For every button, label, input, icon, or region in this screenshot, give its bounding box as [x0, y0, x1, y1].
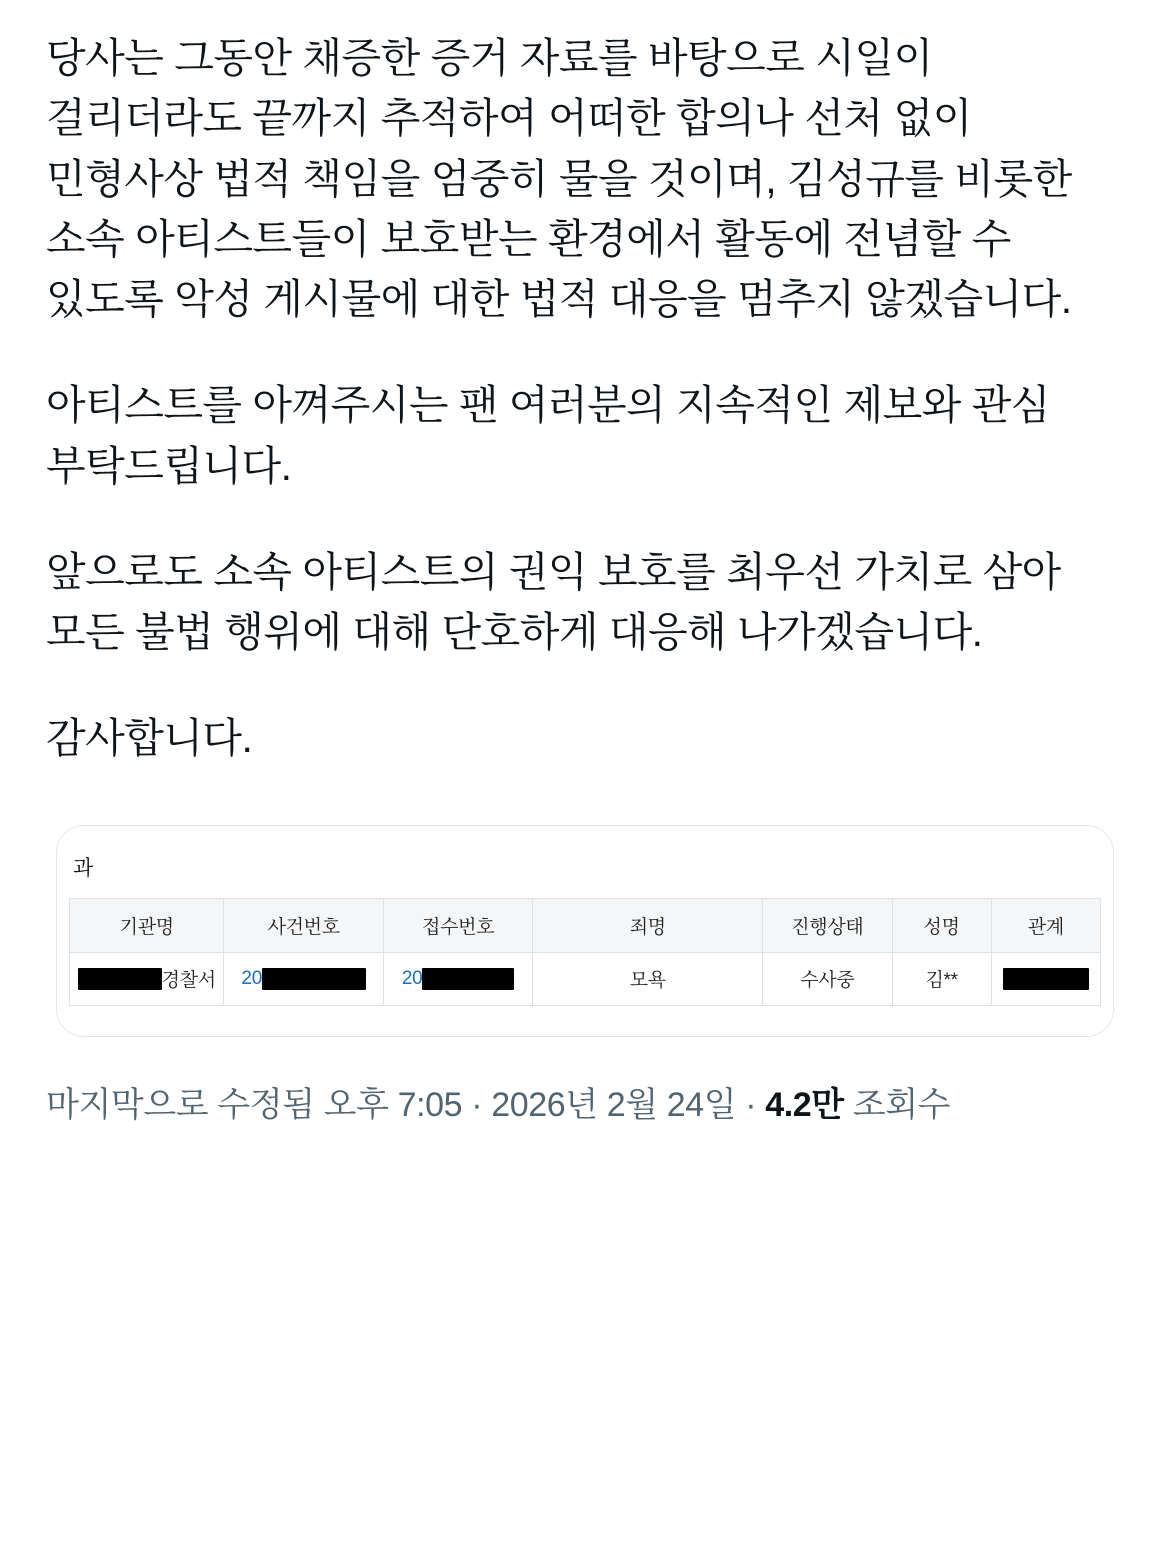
redaction-bar-receipt-number [422, 968, 514, 990]
cell-receipt-number [383, 952, 532, 1005]
post-paragraph-2: 아티스트를 아껴주시는 팬 여러분의 지속적인 제보와 관심 부탁드립니다. [46, 382, 1050, 489]
post-paragraph-3: 앞으로도 소속 아티스트의 권익 보호를 최우선 가치로 삼아 모든 불법 행위에 대해 단호하게 대응해 나가겠습니다. [46, 548, 1061, 656]
column-header-charge: 죄명 [533, 898, 763, 952]
post-date: 2026년 2월 24일 [491, 1085, 737, 1124]
table-row [70, 952, 1101, 1005]
case-status-table [69, 898, 1101, 1006]
views-label: 조회수 [852, 1085, 951, 1124]
column-header-receipt-number: 접수번호 [383, 898, 532, 952]
column-header-relation: 관계 [991, 898, 1100, 952]
column-header-status: 진행상태 [763, 898, 892, 952]
cell-agency [70, 952, 224, 1005]
redaction-bar-case-number [262, 968, 366, 990]
views-count: 4.2만 [765, 1085, 844, 1124]
post-paragraph-1: 당사는 그동안 채증한 증거 자료를 바탕으로 시일이 걸리더라도 끝까지 추적하여 어떠한 합의나 선처 없이 민형사상 법적 책임을 엄중히 물을 것이며, 김성규를 비롯한 소속 아티스트들이 보호받는 환경에서 활동에 전념할 수 있도록 악성 게시물에 대한 법적 대응을 멈추지 않겠습니다. [46, 35, 1072, 323]
attachment-snippet-label: 과 [73, 856, 93, 880]
cell-relation [991, 952, 1100, 1005]
column-header-case-number: 사건번호 [224, 898, 383, 952]
cell-charge: 모욕 [533, 952, 763, 1005]
cell-case-number-prefix: 20 [241, 967, 262, 989]
table-header-row [70, 898, 1101, 952]
edited-label: 마지막으로 수정됨 [46, 1085, 315, 1124]
column-header-name: 성명 [892, 898, 991, 952]
redaction-bar-relation [1003, 968, 1089, 990]
attached-image-content [57, 826, 1113, 1036]
cell-name: 김** [892, 952, 991, 1005]
redaction-bar-agency [78, 968, 162, 990]
cell-case-number [224, 952, 383, 1005]
meta-separator-2: · [745, 1085, 757, 1124]
meta-separator-1: · [471, 1085, 483, 1124]
attached-image-card[interactable] [56, 825, 1114, 1037]
column-header-agency: 기관명 [70, 898, 224, 952]
post-paragraph-4: 감사합니다. [46, 715, 253, 762]
cell-receipt-number-prefix: 20 [401, 967, 423, 989]
post-metadata [0, 1037, 1170, 1169]
cell-status: 수사중 [763, 952, 892, 1005]
cell-agency-text: 경찰서 [161, 970, 216, 992]
post-time: 오후 7:05 [323, 1085, 463, 1124]
